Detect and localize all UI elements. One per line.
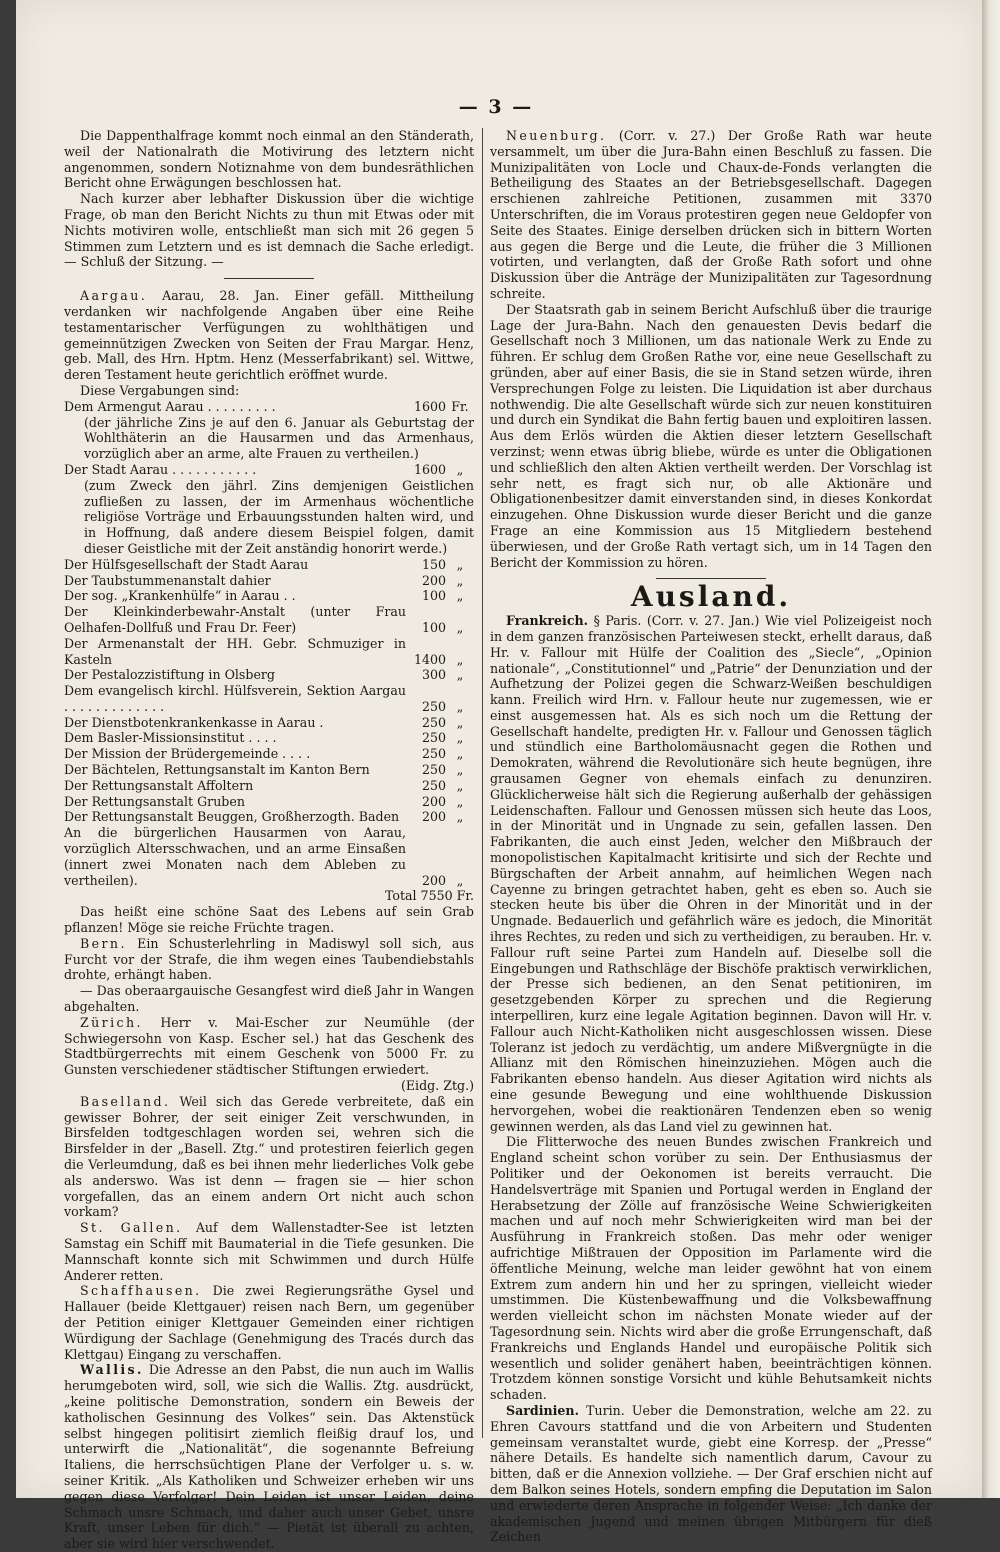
article-frankreich-2: Die Flitterwoche des neuen Bundes zwischen Frankreich und England scheint schon vorüber zu sein. Der Enthusiasmus der Politiker und der Oekonomen ist bereits verraucht. Die Handelsverträge mit Spanien und Portugal werden in England der Herabsetzung der Zölle auf französische Weine Schwierigkeiten machen und auf noch mehr Schwierigkeiten wird man bei der Ausführung in Frankreich stoßen. Das mehr oder weniger aufrichtige Mißtrauen der Opposition im Parlamente wird die öffentliche Meinung, welche man leider gewöhnt hat von einem Extrem zum andern hin und her zu springen, vielleicht wieder umstimmen. Die Küstenbewaffnung und die Volksbewaffnung werden vielleicht schon im nächsten Monate wieder auf der Tagesordnung sein. Nichts wird aber die große Errungenschaft, daß Frankreichs und Englands Handel und europäische Politik sich wesentlich und solider genähert haben, beeinträchtigen können. Trotzdem können sonstige Vorsicht und kühle Behutsamkeit nichts schaden. [490, 1134, 932, 1403]
bequest-unit: „ [456, 572, 464, 588]
frankreich-text: § Paris. (Corr. v. 27. Jan.) Wie viel Polizeigeist noch in dem ganzen französischen Parteiwesen steckt, erhellt daraus, daß Hr. v. Fallour mit Hülfe der Coalition des „Siecle“, „Opinion nationale“, „Constitutionnel“ und „Patrie“ der Denunziation und der Aufhetzung der Polizei gegen die Schwarz-Weißen beschuldigen kann. Freilich wird Hrn. v. Fallour heute nur zugemessen, wie er einst ausgemessen hat. Als es sich noch um die Rettung der Gesellschaft handelte, predigten Hr. v. Fallour und Genossen täglich und stündlich eine Bartholomäusnacht gegen die Rothen und Demokraten, während die Revolutionäre sich heute begnügen, ihre grausamen Gegner von ehemals einfach zu denunziren. Glücklicherweise hält sich die Regierung außerhalb der gehässigen Leidenschaften. Fallour und Genossen müssen sich heute das Loos, in der Minorität und in Ungnade zu sein, gefallen lassen. Den Fabrikanten, die auch einst Jeden, welcher den Mißbrauch der monopolistischen Kapitalmacht kritisirte und sich der Rechte und Bürgschaften der Arbeit annahm, auf heimlichen Wegen nach Cayenne zu bringen getrachtet haben, geht es eben so. Auch sie stecken heute bis über die Ohren in der Minorität und in der Ungnade. Bedauerlich und gefährlich wäre es jedoch, die Minorität ihres Rechtes, zu reden und sich zu vertheidigen, zu berauben. Hr. v. Fallour ruft seine Partei zum Handeln auf. Dieselbe soll die Eingebungen und Rathschläge der Bischöfe praktisch verwirklichen, der Presse sich bedienen, an den Senat petitioniren, im gesetzgebenden Körper zu sprechen und die Regierung interpelliren, kurz eine legale Agitation beginnen. Davon will Hr. v. Fallour auch Nicht-Katholiken nicht ausgeschlossen wissen. Diese Toleranz ist jedoch zu verdächtig, um andere Mißvergnügte in die Allianz mit den Römischen hineinzuziehen. Mögen auch die Fabrikanten ebenso handeln. Aus dieser Agitation wird nichts als eine gesunde Bewegung und eine wohlthuende Diskussion hervorgehen, wobei die reaktionären Tendenzen eben so wenig gewinnen werden, als das Land viel zu gewinnen hat. [490, 613, 932, 1134]
zuerich-source: (Eidg. Ztg.) [400, 1078, 474, 1094]
bequest-amount: 1600 [413, 461, 446, 477]
bequest-unit: „ [456, 746, 464, 762]
bequest-row [64, 667, 474, 683]
bequest-recipient: Der Rettungsanstalt Affoltern [64, 777, 254, 793]
bequest-row [64, 778, 474, 794]
bequest-unit: „ [456, 714, 464, 730]
bequest-recipient: Dem Basler-Missionsinstitut . . . . [64, 730, 277, 746]
schaffhausen-lead: Schaffhausen. [80, 1283, 202, 1299]
bequest-row [64, 809, 474, 825]
bequest-unit: „ [456, 619, 464, 635]
wallis-lead: Wallis. [80, 1362, 144, 1378]
bequest-unit: „ [456, 809, 464, 825]
frankreich-lead: Frankreich. [506, 613, 589, 629]
bequest-amount: 250 [421, 777, 446, 793]
bern-text: Ein Schusterlehrling in Madiswyl soll sich, aus Furcht vor der Strafe, die ihm wegen eines Taubendiebstahls drohte, erhängt haben. [64, 935, 474, 983]
bequest-recipient: An die bürgerlichen Hausarmen von Aarau, vorzüglich Altersschwachen, und an arme Einsaßen (innert zwei Monaten nach dem Ableben zu vertheilen). [64, 825, 406, 888]
bequest-recipient: Der Pestalozzistiftung in Olsberg [64, 667, 275, 683]
bequest-row [64, 825, 474, 888]
bequest-row [64, 794, 474, 810]
bequest-recipient: Der Rettungsanstalt Gruben [64, 793, 245, 809]
right-column [490, 128, 932, 1545]
bequest-amount: 200 [421, 872, 446, 888]
wallis-text: Die Adresse an den Pabst, die nun auch im Wallis herumgeboten wird, soll, wie sich die Wallis. Ztg. ausdrückt, „keine politische Demonstration, sondern ein Beweis der katholischen Gesinnung des Volkes“ sein. Das Aktenstück selbst hingegen politisirt ziemlich fleißig drauf los, und unterwirft die „Nationalität“, die sogenannte Befreiung Italiens, die herrschsüchtigen Plane der Verfolger u. s. w. seiner Kritik. „Als Katholiken und Schweizer erheben wir uns gegen diese Verfolger! Dein Leiden ist unser Leiden, deine Schmach unsre Schmach, und daher auch unser Gebet, unsre Kraft, unser Leben für dich.“ — Pietät ist überall zu achten, aber sie wird hier verschwendet. [64, 1362, 474, 1552]
bequest-unit: „ [456, 667, 464, 683]
bequest-amount: 200 [421, 572, 446, 588]
bequest-unit: „ [456, 793, 464, 809]
sardinien-text: Turin. Ueber die Demonstration, welche am 22. zu Ehren Cavours stattfand und die von Arbeitern und Studenten gemeinsam veranstaltet wurde, giebt eine Korresp. der „Presse“ nähere Details. Es handelte sich namentlich darum, Cavour zu bitten, daß er die Annexion vollziehe. — Der Graf erschien nicht auf dem Balkon seines Hotels, sondern empfing die Deputation im Salon und erwiederte deren Ansprache in folgender Weise: „Ich danke der akademischen Jugend und meinen übrigen Mitbürgern für dieß Zeichen [490, 1402, 932, 1545]
column-divider [482, 128, 483, 1438]
section-rule [656, 578, 766, 579]
bequest-unit: „ [456, 556, 464, 572]
stgallen-text: Auf dem Wallenstadter-See ist letzten Samstag ein Schiff mit Baumaterial in die Tiefe gesunken. Die Mannschaft konnte sich mit Schwimmen und durch Hülfe Anderer retten. [64, 1220, 474, 1283]
page-number: — 3 — [458, 96, 534, 118]
aargau-lead: Aargau. [80, 288, 148, 304]
aargau-text: Aarau, 28. Jan. Einer gefäll. Mittheilung verdanken wir nachfolgende Angaben über eine Reihe testamentarischer Verfügungen zu wohlthätigen und gemeinnützigen Zwecken von Seiten der Frau Margar. Henz, geb. Mall, des Hrn. Hptm. Henz (Messerfabrikant) sel. Wittwe, deren Testament heute gerichtlich eröffnet wurde. [64, 288, 474, 383]
bequest-amount: 1600 [413, 398, 446, 414]
bequest-row [64, 746, 474, 762]
bequest-unit: „ [456, 588, 464, 604]
bequest-amount: 100 [421, 619, 446, 635]
bequest-total: Total 7550 Fr. [384, 888, 474, 904]
article-neuenburg-2: Der Staatsrath gab in seinem Bericht Aufschluß über die traurige Lage der Jura-Bahn. Nach den genauesten Devis bedarf die Gesellschaft noch 3 Millionen, um das nationale Werk zu Ende zu führen. Er schlug dem Großen Rathe vor, eine neue Gesellschaft zu gründen, aber auf einer Basis, die sie in Stand setzen würde, ihren Versprechungen Folge zu leisten. Die Liquidation ist aber durchaus nothwendig. Die alte Gesellschaft würde sich zur neuen konstituiren und durch ein Syndikat die Bahn fertig bauen und exploitiren lassen. Aus dem Erlös würden die Aktien dieser letztern Gesellschaft verzinst; wenn etwas übrig bliebe, würde es unter die Obligationen und schließlich den alten Aktien vertheilt werden. Der Vorschlag ist sehr nett, es fragt sich nur, ob alle Aktionäre und Obligationenbesitzer damit einverstanden sind, in dieses Konkordat einzugehen. Ohne Diskussion wurde dieser Bericht und die ganze Frage an eine Kommission aus 15 Mitgliedern bestehend überwiesen, und der Große Rath vertagt sich, um in 14 Tagen den Bericht der Kommission zu hören. [490, 301, 932, 570]
bequest-amount: 200 [421, 809, 446, 825]
bequest-recipient: Der Bächtelen, Rettungsanstalt im Kanton Bern [64, 762, 370, 778]
bequest-list [64, 399, 474, 889]
bequest-row [64, 399, 474, 415]
bequests-intro: Diese Vergabungen sind: [80, 382, 240, 398]
bern-lead: Bern. [80, 935, 127, 951]
stgallen-lead: St. Gallen. [80, 1220, 183, 1236]
bequest-unit: „ [456, 698, 464, 714]
bequest-row [64, 573, 474, 589]
article-frankreich [490, 613, 932, 1134]
bequest-recipient: Der Hülfsgesellschaft der Stadt Aarau [64, 556, 309, 572]
article-bern [64, 936, 474, 983]
section-heading-ausland: Ausland. [630, 580, 792, 614]
bequest-row [64, 604, 474, 636]
baselland-lead: Baselland. [80, 1093, 171, 1109]
sardinien-lead: Sardinien. [506, 1402, 579, 1418]
bequest-unit: „ [456, 872, 464, 888]
bequest-unit: Fr. [451, 398, 469, 414]
bequest-amount: 200 [421, 793, 446, 809]
section-rule [224, 278, 314, 279]
left-column [64, 128, 474, 1552]
article-dappenthal: Die Dappenthalfrage kommt noch einmal an den Ständerath, weil der Nationalrath die Motivirung des letztern nicht angenommen, sondern Notiznahme von dem bundesräthlichen Bericht ohne Erwägungen beschlossen hat. [64, 128, 474, 191]
bequest-amount: 300 [421, 667, 446, 683]
article-stgallen [64, 1220, 474, 1283]
article-schaffhausen [64, 1283, 474, 1362]
bequest-unit: „ [456, 651, 464, 667]
bequest-recipient: Der Stadt Aarau . . . . . . . . . . . [64, 461, 257, 477]
article-sardinien [490, 1403, 932, 1545]
article-neuenburg [490, 128, 932, 302]
article-baselland [64, 1094, 474, 1220]
schaffhausen-text: Die zwei Regierungsräthe Gysel und Hallauer (beide Klettgauer) reisen nach Bern, um gegenüber der Petition einiger Klettgauer Gemeinden einer richtigen Würdigung der Sachlage (Genehmigung des Tracés durch das Klettgau) Eingang zu verschaffen. [64, 1283, 474, 1362]
bequest-recipient: Der Rettungsanstalt Beuggen, Großherzogth. Baden [64, 809, 400, 825]
bequest-amount: 150 [421, 556, 446, 572]
bequest-recipient: Der sog. „Krankenhülfe“ in Aarau . . [64, 588, 296, 604]
neuenburg-lead: Neuenburg. [506, 128, 607, 143]
bequest-recipient: Dem Armengut Aarau . . . . . . . . . [64, 398, 276, 414]
article-zuerich [64, 1015, 474, 1078]
bequest-recipient: Der Dienstbotenkrankenkasse in Aarau . [64, 714, 324, 730]
neuenburg-text: (Corr. v. 27.) Der Große Rath war heute versammelt, um über die Jura-Bahn einen Beschluß zu fassen. Die Munizipalitäten von Locle und Chaux-de-Fonds verlangten die Betheiligung des Staates an der Betriebsgesellschaft. Dagegen erschienen zahlreiche Petitionen, zusammen mit 3370 Unterschriften, die im Voraus protestiren gegen neue Geldopfer von Seite des Staates. Einige derselben drücken sich in bittern Worten aus gegen die Berge und die Leute, die früher die 3 Millionen votirten, und verlangten, daß der Große Rath sofort und ohne Diskussion über die Anträge der Munizipalitäten zur Tagesordnung schreite. [490, 128, 932, 301]
bequest-row [64, 762, 474, 778]
bequest-recipient: Der Mission der Brüdergemeinde . . . . [64, 746, 311, 762]
article-aargau [64, 288, 474, 383]
bequest-amount: 250 [421, 714, 446, 730]
bequest-row [64, 557, 474, 573]
article-dappenthal-2: Nach kurzer aber lebhafter Diskussion über die wichtige Frage, ob man den Bericht Nichts zu thun mit Etwas oder mit Nichts motiviren wolle, entschließt man sich mit 26 gegen 5 Stimmen zum Letztern und es ist demnach die Sache erledigt. — Schluß der Sitzung. — [64, 191, 474, 270]
bequest-recipient: Der Kleinkinderbewahr-Anstalt (unter Frau Oelhafen-Dollfuß und Frau Dr. Feer) [64, 604, 406, 635]
newspaper-page [16, 0, 982, 1552]
bequest-note: (der jährliche Zins je auf den 6. Januar als Geburtstag der Wohlthäterin an die Hausarmen und das Armenhaus, vorzüglich aber an arme, alte Frauen zu vertheilen.) [84, 414, 474, 462]
bequest-recipient: Der Taubstummenanstalt dahier [64, 572, 271, 588]
bequest-unit: „ [456, 730, 464, 746]
bequest-row [64, 462, 474, 478]
bequest-recipient: Der Armenanstalt der HH. Gebr. Schmuziger in Kasteln [64, 635, 406, 667]
bequest-amount: 250 [421, 762, 446, 778]
bequest-unit: „ [456, 461, 464, 477]
bequest-amount: 1400 [413, 651, 446, 667]
bequest-unit: „ [456, 777, 464, 793]
page-edge [982, 0, 1000, 1498]
bequest-row [64, 683, 474, 715]
bequest-amount: 100 [421, 588, 446, 604]
bequest-recipient: Dem evangelisch kirchl. Hülfsverein, Sektion Aargau . . . . . . . . . . . . . [64, 683, 406, 714]
article-saat: Das heißt eine schöne Saat des Lebens auf sein Grab pflanzen! Möge sie reiche Früchte tragen. [64, 904, 474, 936]
bequest-row [64, 588, 474, 604]
bequest-amount: 250 [421, 698, 446, 714]
bequest-amount: 250 [421, 746, 446, 762]
baselland-text: Weil sich das Gerede verbreitete, daß ein gewisser Bohrer, der seit einiger Zeit verschwunden, in Birsfelden todtgeschlagen worden sei, wehren sich die Birsfelder in der „Basell. Ztg.“ und protestiren feierlich gegen die Verleumdung, daß es bei ihnen mehr liederliches Volk gebe als anderswo. Was ist denn — fragen sie — hier schon vorgefallen, das an einem andern Ort nicht auch schon vorkam? [64, 1093, 474, 1220]
article-gesangfest: — Das oberaargauische Gesangfest wird dieß Jahr in Wangen abgehalten. [64, 983, 474, 1015]
zuerich-text: Herr v. Mai-Escher zur Neumühle (der Schwiegersohn von Kasp. Escher sel.) hat das Geschenk des Stadtbürgerrechts mit einem Geschenk von 5000 Fr. zu Gunsten verschiedener städtischer Stiftungen erwiedert. [64, 1014, 474, 1078]
zuerich-lead: Zürich. [80, 1014, 143, 1030]
bequest-row [64, 715, 474, 731]
bequest-amount: 250 [421, 730, 446, 746]
bequest-unit: „ [456, 762, 464, 778]
bequest-row [64, 636, 474, 668]
article-wallis [64, 1362, 474, 1552]
bequest-row [64, 730, 474, 746]
bequest-note: (zum Zweck den jährl. Zins demjenigen Geistlichen zufließen zu lassen, der im Armenhaus wöchentliche religiöse Vorträge und Erbauungsstunden halten wird, und in Hoffnung, daß andere diesem Beispiel folgen, damit dieser Geistliche mit der Zeit anständig honorirt werde.) [84, 477, 474, 556]
